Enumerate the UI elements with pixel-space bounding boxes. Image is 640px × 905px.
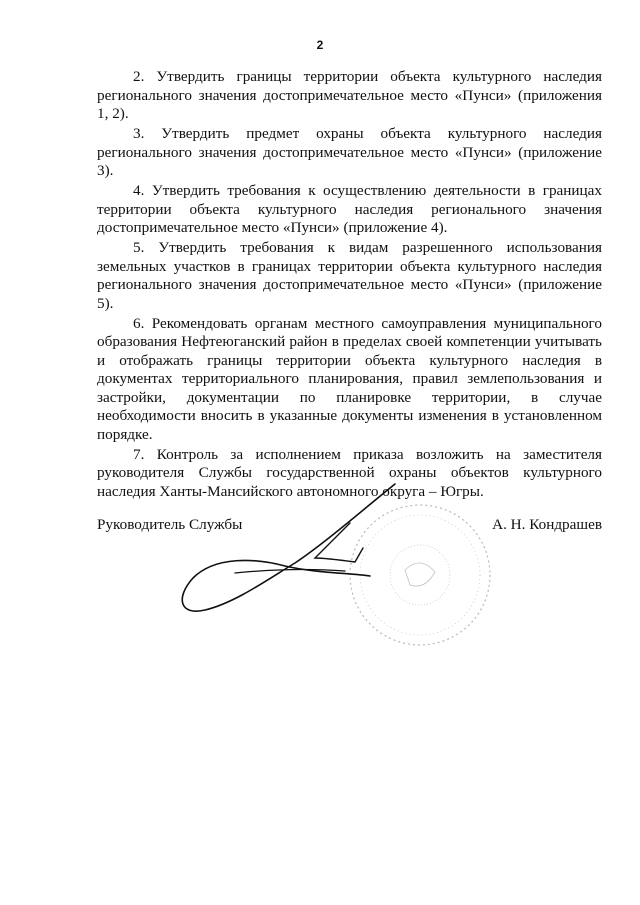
signer-position: Руководитель Службы xyxy=(97,516,243,533)
paragraph-4: 4. Утвердить требования к осуществлению деятельности в границах территории объекта культурного наследия регионального значения достопримечательное место «Пунси» (приложение 4). xyxy=(97,182,602,236)
page-number: 2 xyxy=(316,38,324,52)
paragraph-3: 3. Утвердить предмет охраны объекта культурного наследия регионального значения достопримечательное место «Пунси» (приложение 3). xyxy=(97,125,602,179)
paragraph-7: 7. Контроль за исполнением приказа возложить на заместителя руководителя Службы государственной охраны объектов культурного наследия Ханты-Мансийского автономного округа – Югры. xyxy=(97,445,602,500)
signer-name: А. Н. Кондрашев xyxy=(492,516,602,533)
handwritten-signature xyxy=(175,478,415,628)
document-body xyxy=(97,68,602,503)
paragraph-5: 5. Утвердить требования к видам разрешенного использования земельных участков в границах территории объекта культурного наследия регионального значения достопримечательное место «Пунси» (приложение 5). xyxy=(97,239,602,312)
paragraph-2: 2. Утвердить границы территории объекта культурного наследия регионального значения достопримечательное место «Пунси» (приложения 1, 2). xyxy=(97,68,602,122)
paragraph-6: 6. Рекомендовать органам местного самоуправления муниципального образования Нефтеюганский район в пределах своей компетенции учитывать и отображать границы территории объекта культурного наследия в документах территориального планирования, правил землепользования и застройки, документации по планировке территории, в случае необходимости вносить в указанные документы изменения в установленном порядке. xyxy=(97,314,602,443)
